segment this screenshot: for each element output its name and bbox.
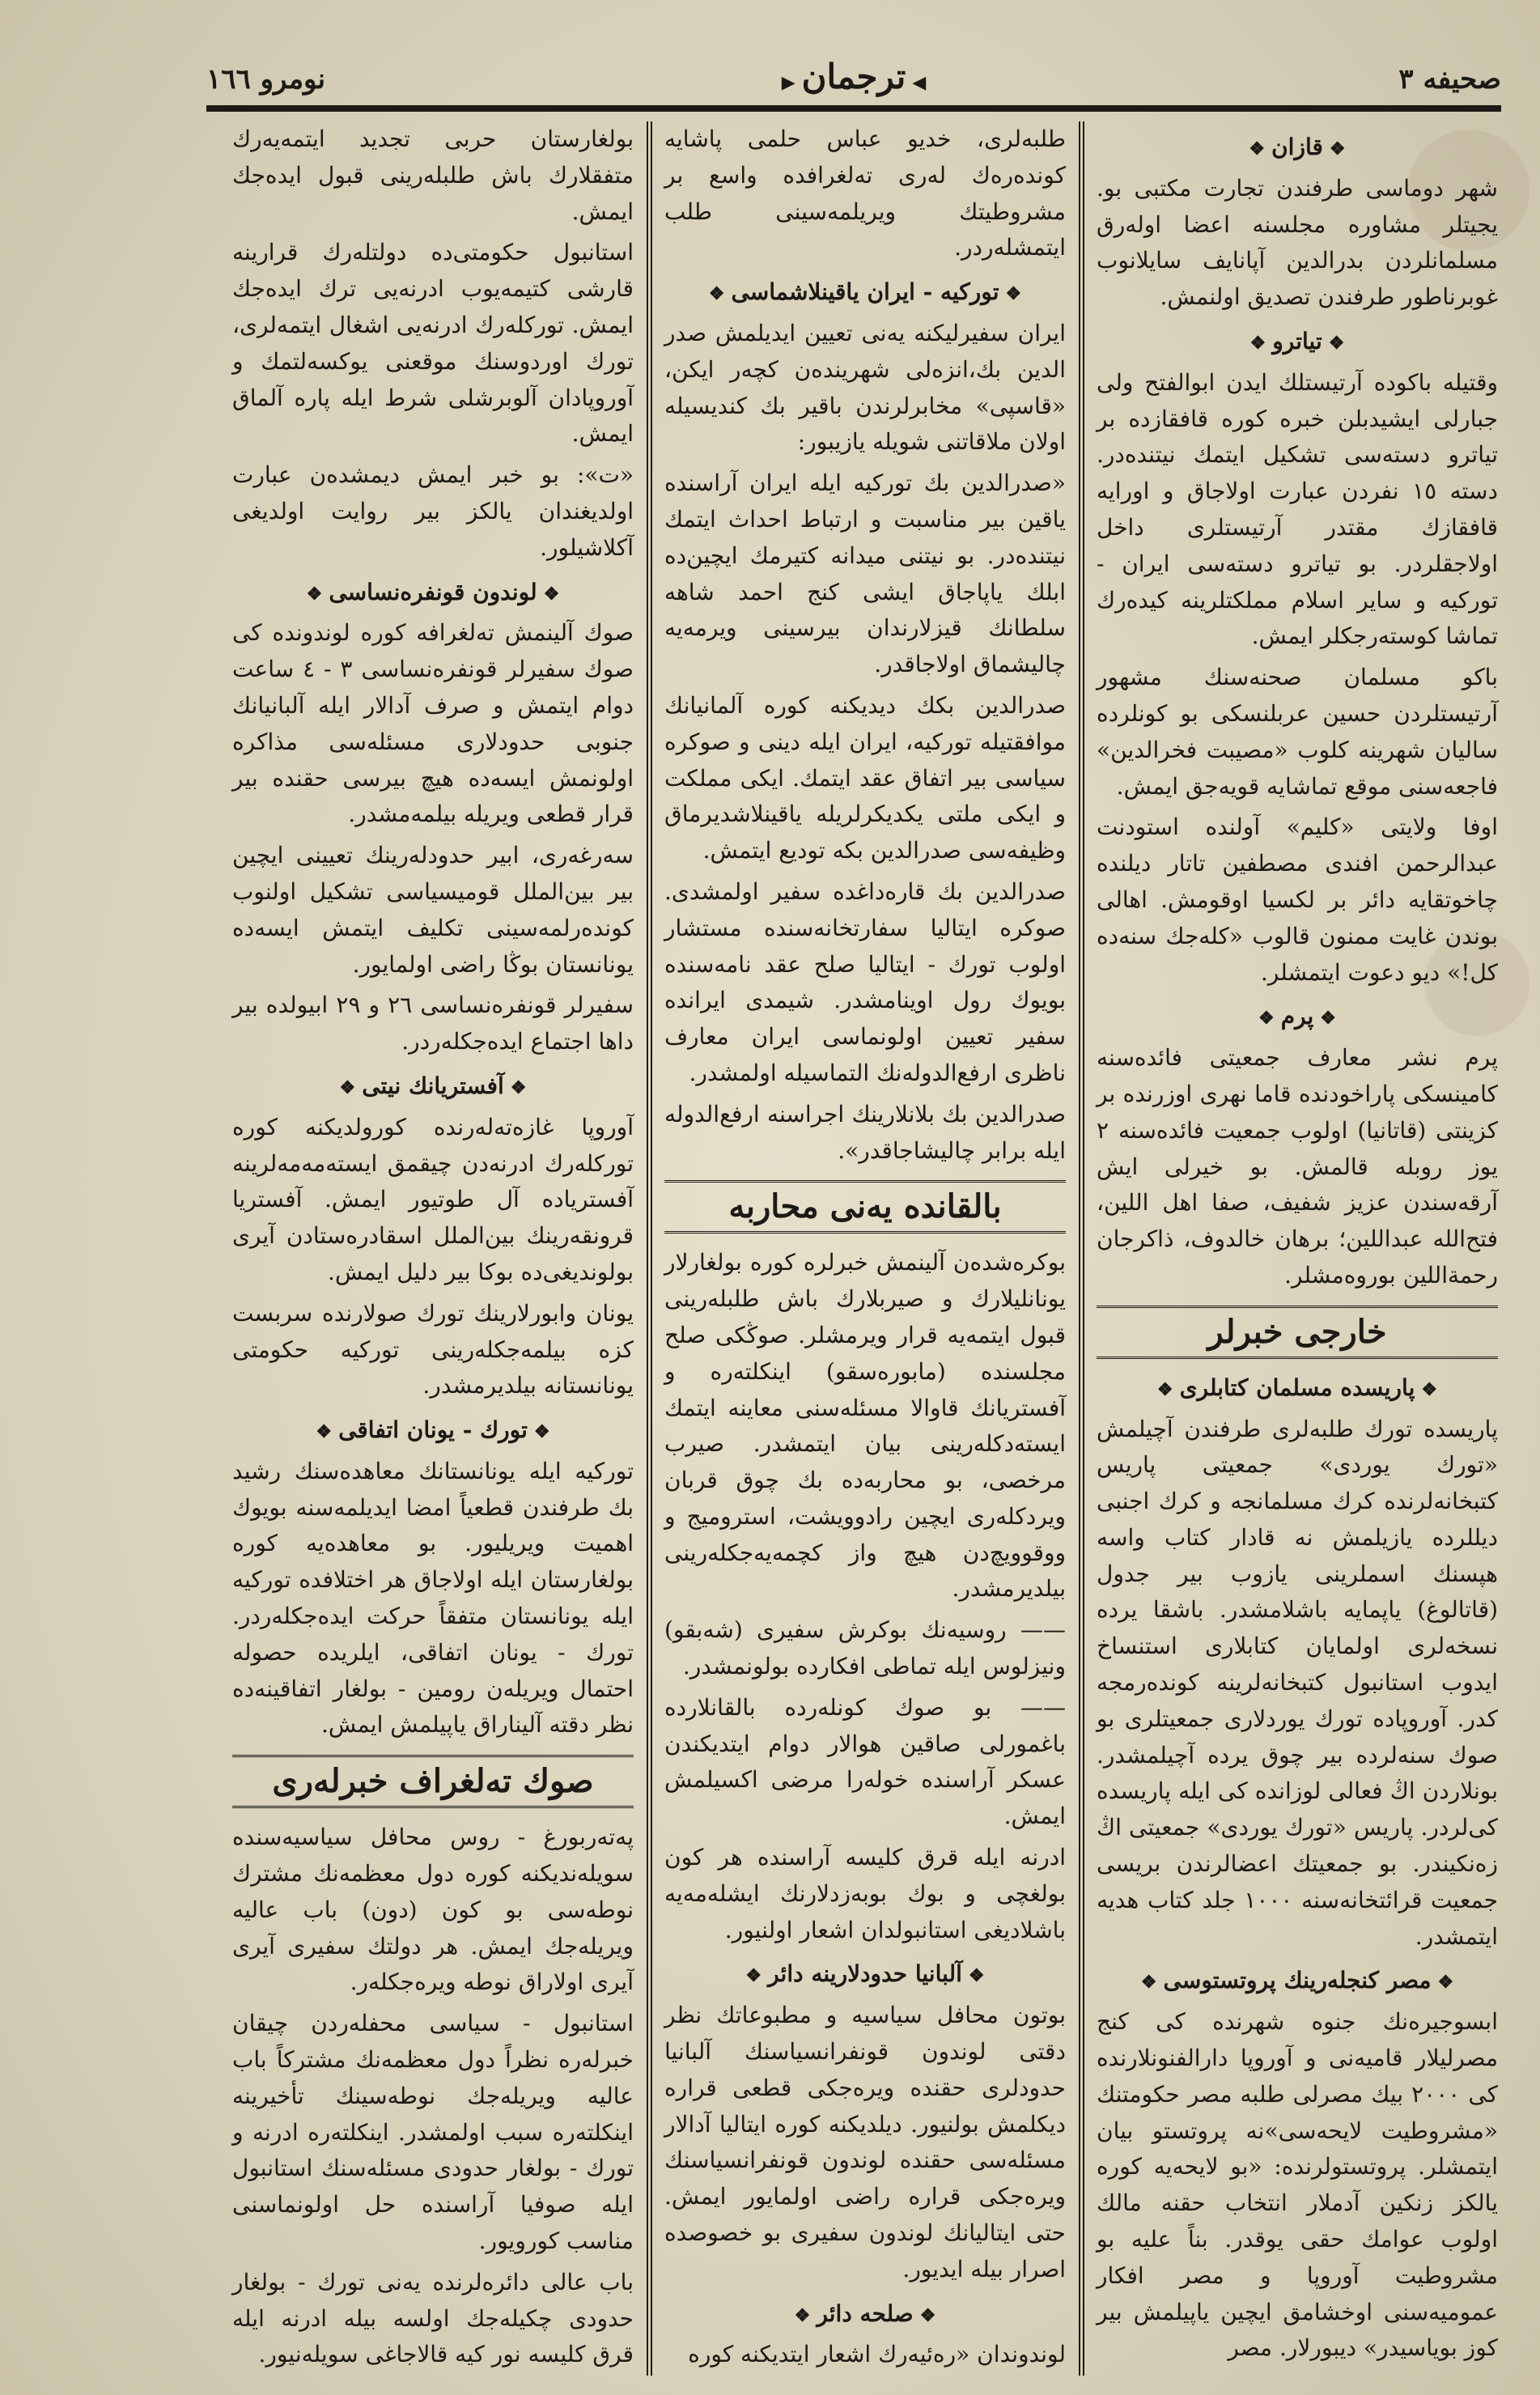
article-paragraph: ابسوجيرەنك جنوه شهرنده كی كنج مصرليلار قاميەنی و آوروپا دارالفنونلارنده كی ٢٠٠٠ بيك مصرلی طلبه مصر حكومتنك «مشروطيت لايحەسی»نه پروتستو بيان ايتمشلر. پروتستولرنده: «بو لايحەيه كوره يالكز زنكين آدملار انتخاب حقنه مالك اولوب عوامك حقی يوقدر. بناً عليه بو مشروطيت آوروپا و مصر افكار عموميەسنی اوخشامق ايچين ياپيلمش بير كوز بوياسيدر» ديبورلار. مصر — [1097, 2008, 1498, 2362]
article-paragraph: ادرنه ايله قرق كليسه آراسنده هر كون بولغچی و بوك بوبەزدلارنك ايشلەمەيه باشلاديغی استانبولدان اشعار اولنيور. — [664, 1844, 1066, 1943]
column-divider — [643, 121, 655, 2376]
section-heading: ❖تورك - يونان اتفاقی❖ — [232, 1412, 634, 1450]
ornament-icon: ❖ — [1437, 1972, 1454, 1994]
ornament-icon: ❖ — [1005, 283, 1022, 305]
article-paragraph: بوتون محافل سياسيه و مطبوعاتك نظر دقتی لوندون قونفرانسياسنك آلبانيا حدودلری حقنده ويرەجكی قطعی قراره ديكلمش بولنيور. ديلديكنه كوره ايتاليا آدالار مسئلەسی حقنده لوندون قونفرانسياسنك ويرەجكی قراره راضی اولمايور ايمش. حتی ايتاليانك لوندون سفيری بو خصوصده اصرار بيله ايديور. — [664, 2002, 1066, 2282]
ornament-icon: ❖ — [794, 2304, 811, 2326]
section-heading: ❖مصر كنجلەرينك پروتستوسی❖ — [1097, 1963, 1498, 2001]
ornament-icon: ❖ — [510, 1076, 527, 1098]
article-paragraph: پاريسده تورك طلبەلری طرفندن آچيلمش «تورك يوردی» جمعيتی پاريس كتبخانەلرنده كرك مسلمانجه و كرك اجنبی ديللرده يازيلمش نه قادار كتاب واسه هپسنك اسملرينی يازوب بير جدول (قاتالوغ) ياپمايه باشلامشدر. باشقا يرده نسخەلری اولمايان كتابلاری استنساخ ايدوب استانبول كتبخانەلرينه كوندەرمجه كدر. آوروپاده تورك يوردلاری جمعيتلری بو صوك سنەلرده بير چوق يرده آچيلمشدر. بونلاردن اڭ فعالی لوزانده كی ايله پاريسده كی‌لردر. پاريس «تورك يوردی» جمعيتی اڭ زەنكيندر. بو جمعيتك اعضالرندن بريسی جمعيت قرائتخانەسنه ١٠٠٠ جلد كتاب هديه ايتمشدر. — [1097, 1415, 1498, 1950]
ornament-icon: ❖ — [1249, 332, 1266, 354]
article-paragraph: پرم نشر معارف جمعيتی فائدەسنه كامينسكی پاراخودنده قاما نهری اوزرنده بر كزينتی (قاتانيا) اولوب جمعيت فائدەسنه ٢ يوز روبله قالمش. بو خيرلی ايش آرقەسندن عزيز شفيف، صفا اهل اللين، فتح‌الله عبداللين؛ برهان خالدوف، ذاكرجان رحمة‌اللين بوروەمشلر. — [1097, 1044, 1498, 1289]
article-paragraph: «ت»: بو خبر ايمش ديمشدەن عبارت اولديغندان يالكز بير روايت اولديغی آكلاشيلور. — [232, 461, 634, 561]
masthead-title: ◀ترجمان▶ — [775, 57, 933, 96]
article-paragraph: صدرالدين بك قارەداغده سفير اولمشدی. صوكره ايتاليا سفارتخانەسنده مستشار اولوب تورك - ايتاليا صلح عقد نامەسنده بويوك رول اوينامشدر. شيمدی ايرانده سفير تعيين اولونماسی ايران معارف ناظری ارفع‌الدولەنك التماسيله اولمشدر. — [664, 877, 1066, 1086]
section-heading: ❖پرم❖ — [1097, 999, 1498, 1037]
ornament-icon: ❖ — [533, 1421, 550, 1443]
article-paragraph: آوروپا غازەتەلەرنده كورولديكنه كوره توركلەرك ادرنەدن چيقمق ايستەمەمەلرينه آفستريا‌ده آل طوتيور ايمش. آفستريا قرونقەرينك بين‌الملل اسقادرەستادن آيری بولونديغی‌ده بوكا بير دليل ايمش. — [232, 1113, 634, 1285]
ornament-icon: ▶ — [781, 72, 795, 93]
page-number: صحيفه ٣ — [1398, 63, 1501, 96]
article-paragraph: بولغارستان حربی تجديد ايتمەيەرك متفقلارك باش طلبلەرينی قبول ايدەجك ايمش. — [232, 125, 634, 225]
article-paragraph: ايران سفيرليكنه يەنی تعيين ايديلمش صدر الدين بك،انزەلی شهريندەن كچەر ايكن، «قاسپی» مخابرلرندن باقير بك كنديسيله اولان ملاقاتنی شويله يازيبور: — [664, 319, 1066, 456]
article-paragraph: لوندوندان «ره‌ئيەرك اشعار ايتديكنه كوره — [688, 2341, 1066, 2368]
ornament-icon: ❖ — [708, 283, 725, 305]
article-paragraph: وقتيله باكوده آرتيستلك ايدن ابوالفتح ولی جبارلی ايشيدبلن خبره كوره قافقازده بر تياترو دستەسی تشكيل ايتمك نيتندەدر. دسته ١٥ نفردن عبارت اولاجاق و اورايه قافقازك مقتدر آرتيستلری داخل اولاجقلردر. بو تياترو دستەسی ايران - توركيه و ساير اسلام مملكتلرينه كيدەرك تماشا كوستەرجكلر ايمش. — [1097, 368, 1498, 650]
issue-number: نومرو ١٦٦ — [206, 63, 326, 96]
header-rule — [206, 105, 1501, 112]
article-paragraph: بوكرەشدەن آلينمش خبرلره كوره بولغارلار يونانليلارك و صيربلارك باش طلبلەرينی قبول ايتمەيه قرار ويرمشلر. صوڭكی صلح مجلسنده (مابورەسقو) اينكلتەره و آفستريانك قاوالا مسئلەسنی معاينه ايتمك ايستەدكلەرينی بيان ايتمشدر. صيرب مرخصی، بو محاربه‌ده بك چوق قربان ويردكلەری ايچين رادوويشت، استرومیج و ووقوويچ‌دن هيچ واز كچمەيەجكلەرينی بيلديرمشدر. — [664, 1249, 1066, 1603]
ornament-icon: ❖ — [316, 1421, 333, 1443]
ornament-icon: ❖ — [543, 583, 560, 605]
article-paragraph: سەرغەری، ابير حدودلەرينك تعيينی ايچين بير بين‌الملل قوميسياسی تشكيل اولنوب كونده‌رلمەسينی تكليف ايتمش ايسەده يونانستان بوڭا راضی اولمايور. — [232, 842, 634, 978]
major-heading: بالقانده يەنی محاربه — [664, 1180, 1066, 1234]
column-middle — [655, 121, 1075, 2376]
column-right — [1087, 121, 1508, 2376]
ornament-icon: ❖ — [1328, 332, 1345, 354]
ornament-icon: ❖ — [968, 1965, 985, 1987]
article-paragraph: استانبول حكومتی‌ده دولتلەرك قرارينه قارشی كتيمەيوب ادرنەيی ترك ايدەجك ايمش. توركلەرك ادرنەيی اشغال ايتمەلری، تورك اوردوسنك موقعنی يوكسەلتمك و آوروپادان آلوبرشلی شرط ايله پاره آلماق ايمش. — [232, 239, 634, 448]
major-heading: خارجی خبرلر — [1097, 1306, 1498, 1359]
ornament-icon: ❖ — [1320, 1008, 1337, 1030]
article-paragraph: صدرالدين بكك ديديكنه كوره آلمانيانك موافقتيله توركيه، ايران ايله دينی و صوكره سياسی بير اتفاق عقد ايتمك. ايكی مملكت و ايكی ملتی يكديكرلريله ياقينلاشديرماق وظيفەسی صدرالدين بكه توديع ايتمش. — [664, 691, 1066, 864]
columns — [206, 121, 1508, 2376]
section-heading: ❖صلحه دائر❖ — [664, 2296, 1066, 2334]
section-heading: ❖توركيه - ايران ياقينلاشماسی❖ — [664, 274, 1066, 312]
section-heading: ❖پاريسده مسلمان كتابلری❖ — [1097, 1370, 1498, 1408]
article-paragraph: باكو مسلمان صحنەسنك مشهور آرتيستلردن حسين عربلنسكی بو كونلرده سالیان شهرينه كلوب «مصيبت فخرالدين» فاجعەسنی موقع تماشايه قويەجق ايمش. — [1097, 664, 1498, 800]
ornament-icon: ❖ — [1421, 1378, 1438, 1400]
section-heading: ❖تياترو❖ — [1097, 324, 1498, 362]
page-header — [206, 39, 1501, 112]
article-paragraph: پەتەربورغ - روس محافل سياسيەسنده سويلەنديكنه كوره دول معظمەنك مشترك نوطەسی بو كون (دون) باب عالیه ويريلەجك ايمش. هر دولتك سفيری آيری آيری اولاراق نوطه ويرەجكلەر. — [232, 1824, 634, 1996]
ornament-icon: ❖ — [1258, 1008, 1275, 1030]
ornament-icon: ❖ — [1329, 138, 1346, 159]
article-paragraph: باب عالی دائرەلرنده يەنی تورك - بولغار حدودی چكيلەجك اولسه بيله ادرنه ايله قرق كليسه نور كيه قالاجاغی سويلەنيور. — [232, 2268, 634, 2368]
column-left — [223, 121, 643, 2376]
ornament-icon: ❖ — [1140, 1972, 1157, 1994]
article-paragraph: —— بو صوك كونلەرده بالقانلارده باغمورلی صاقين هوالار دوام ايتديكندن عسكر آراسنده خولەرا مرضی اكسيلمش ايمش. — [664, 1693, 1066, 1830]
column-divider — [1075, 121, 1087, 2376]
article-paragraph: «صدرالدين بك توركيه ايله ايران آراسنده ياقين بير مناسبت و ارتباط احداث ايتمك نيتنده‌در. بو نيتنی ميدانه كتيرمك ايچين‌ده ابلك ياپاجاق ايشی كنج احمد شاهه سلطانك قيزلارندان بيرسينی ويرمەيه چاليشماق اولاجاقدر. — [664, 469, 1066, 678]
ornament-icon: ❖ — [745, 1965, 762, 1987]
article-paragraph: صدرالدين بك بلانلارينك اجراسنه ارفع‌الدولە ايله برابر چاليشاجاقدر». — [664, 1100, 1066, 1164]
ornament-icon: ❖ — [1249, 138, 1266, 159]
article-paragraph: اوفا ولايتی «كليم» آولنده استودنت عبدالرحمن افندی مصطفين تاتار ديلنده چاخوتقايه دائر بر لكسيا اوقومش. اهالی بوندن غايت ممنون قالوب «كلەجك سنه‌ده كل!» ديو دعوت ايتمشلر. — [1097, 813, 1498, 986]
article-paragraph: توركيه ايله يونانستانك معاهدەسنك رشيد بك طرفندن قطعياً امضا ايديلمەسنه بويوك اهميت ويريليور. بو معاهدەيه كوره بولغارستان ايله اولاجاق هر اختلافده توركيه ايله يونانستان متفقاً حركت ايدەجكلەردر. تورك - يونان اتفاقی، ايلريده حصوله احتمال ويريلەن رومين - بولغار اتفاقينه‌ده نظر دقته آليناراق ياپيلمش ايمش. — [232, 1457, 634, 1739]
article-paragraph: استانبول - سياسی محفلەردن چيقان خبرلەره نظراً دول معظمەنك مشتركاً باب عالیه ويريلەجك نوطەسينك تأخيرينه اينكلتەره سبب اولمشدر. اينكلتەره ادرنه و تورك - بولغار حدودی مسئلەسنك استانبول ايله صوفيا آراسنده حل اولونماسنی مناسب كورويور. — [232, 2010, 634, 2255]
article-paragraph: طلبەلری، خديو عباس حلمی پاشايه كوندەرەك لەری تەلغرافده واسع بر مشروطيتك ويريلمەسينی طلب ايتمشلەردر. — [664, 125, 1066, 261]
section-heading: ❖قازان❖ — [1097, 130, 1498, 168]
article-paragraph: صوك آلينمش تەلغرافه كوره لوندونده كی صوك سفيرلر قونفرەنساسی ٣ - ٤ ساعت دوام ايتمش و صرف آدالار ايله آلبانيانك جنوبی حدودلاری مسئلەسی مذاكره اولونمش ايسەده هيچ بيرسی حقنده بير قرار قطعی ويريله بيلمەمشدر. — [232, 619, 634, 828]
section-heading: ❖آلبانيا حدودلارينه دائر❖ — [664, 1956, 1066, 1994]
major-heading: صوك تەلغراف خبرلەری — [232, 1755, 634, 1808]
article-paragraph: —— روسيەنك بوكرش سفيری (شەبقو) ونيزلوس ايله تماطی افكارده بولونمشدر. — [664, 1616, 1066, 1680]
article-paragraph: شهر دوماسی طرفندن تجارت مكتبی بو. يجيتلر مشاوره مجلسنه اعضا اولەرق مسلمانلردن بدرالدين آپانايف سايلانوب غوبرناطور طرفندن تصديق اولنمش. — [1097, 174, 1498, 311]
ornament-icon: ❖ — [1156, 1378, 1173, 1400]
ornament-icon: ❖ — [919, 2304, 936, 2326]
ornament-icon: ❖ — [306, 583, 323, 605]
section-heading: ❖آفستريانك نيتی❖ — [232, 1068, 634, 1106]
section-heading: ❖لوندون قونفرەنساسی❖ — [232, 575, 634, 613]
article-paragraph: يونان وابورلارينك تورك صولارنده سربست كزه بيلمەجكلەرينی توركيه حكومتی يونانستانه بيلديرمشدر. — [232, 1299, 634, 1399]
article-paragraph: سفيرلر قونفرەنساسی ٢٦ و ٢٩ ابيولده بير داها اجتماع ايدەجكلەردر. — [232, 992, 634, 1055]
ornament-icon: ❖ — [339, 1076, 356, 1098]
ornament-icon: ◀ — [912, 72, 927, 93]
